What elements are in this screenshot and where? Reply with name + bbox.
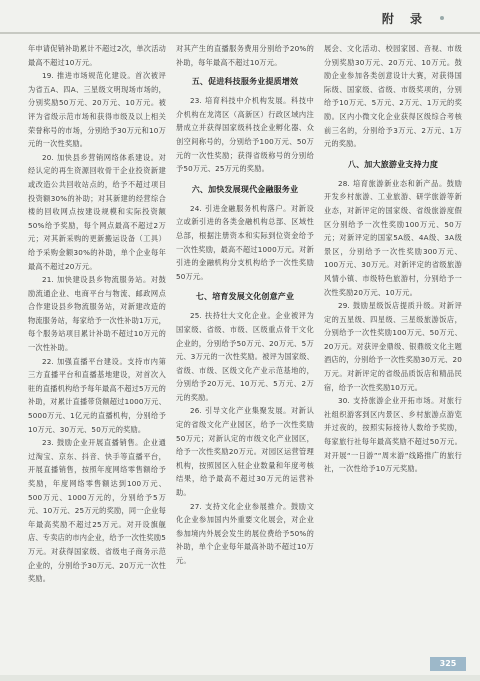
paragraph: 23. 鼓励企业开展直播销售。企业通过淘宝、京东、抖音、快手等直播平台，开展直播销售，按照年度网络零售额给予奖励，年度网络零售额达到100万元、500万元、1000万元的，分别给予5万元、10万元、25万元的奖励，同一企业每年最高奖励不超过25万元。对开设旗舰店、专卖店的市内企业，给予一次性奖励5万元。对获得国家级、省级电子商务示范企业的，分别给予30万元、20万元一次性奖励。 [28,438,166,584]
section-heading: 八、加大旅游业支持力度 [347,159,439,169]
text-columns [28,42,462,647]
section-heading: 六、加快发展现代金融服务业 [191,184,299,194]
header-title: 附 录 [381,12,428,26]
paragraph: 26. 引导文化产业集聚发展。对新认定的省级文化产业园区，给予一次性奖励50万元；对新认定的市级文化产业园区，给予一次性奖励20万元。对园区运营管理机构，按照园区入驻企业数量和年度考核结果，给予最高不超过30万元的运营补助。 [176,406,314,498]
paragraph: 25. 扶持壮大文化企业。企业被评为国家级、省级、市级、区级重点骨干文化企业的，分别给予50万元、20万元、5万元、3万元的一次性奖励。被评为国家级、省级、市级、区级文化产业示范基地的，分别给予20万元、10万元、5万元、2万元的奖励。 [176,311,314,402]
section-heading: 七、培育发展文化创意产业 [195,292,295,302]
paragraph: 19. 推进市场规范化建设。首次被评为省五A、四A、三星级文明现场市场的，分别奖励50万元、20万元、10万元。被评为省级示范市场和获得市级及以上相关荣誉称号的市场，分别给予30万元和10万元的一次性奖励。 [28,71,166,149]
paragraph: 展会、文化活动、校园家园、音视、市级分别奖励30万元、20万元、10万元。鼓励企业参加各类创意设计大赛，对获得国际级、国家级、省级、市级奖项的，分别给予10万元、5万元、2万元、1万元的奖励。区内小微文化企业获得区级综合考核前三名的，分别给予3万元、2万元、1万元的奖励。 [324,44,462,149]
paragraph: 对其产生的直播服务费用分别给予20%的补助，每年最高不超过10万元。 [176,44,314,67]
paragraph: 27. 支持文化企业参展推介。鼓励文化企业参加国内外重要文化展会，对企业参加境内外展会发生的展位费给予50%的补助，单个企业每年最高补助不超过10万元。 [176,501,314,565]
column-3 [324,42,462,647]
subsection-heading: 五、促进科技服务业提质增效 [191,77,299,87]
paragraph: 30. 支持旅游企业开拓市场。对旅行社组织游客到区内景区、乡村旅游点游览并过夜的，按照实际接待人数给予奖励，每家旅行社每年最高奖励不超过50万元。对开展“一日游”“周末游”线路推广的旅行社，一次性给予10万元奖励。 [324,396,462,474]
paragraph: 20. 加快县乡营销网络体系建设。对经认定的再生资源回收骨干企业投资新建或改造公共回收站点的，给予不超过项目投资额30%的补助；对其新建的经营综合楼的回收网点按建设规模和实际投资额50%给予奖励，每个网点最高不超过2万元；对其新采购的更新搬运设备（工具）给予采购金额30%的补助，单个企业每年最高不超过20万元。 [28,152,166,271]
page-header [0,0,480,34]
bottom-strip [0,675,480,681]
paragraph: 22. 加强直播平台建设。支持市内第三方直播平台和直播基地建设，对首次入驻的直播机构给予每年最高不超过5万元的补助，对累计直播带货额超过1000万元、5000万元、1亿元的直播机构，分别给予10万元、30万元、50万元的奖励。 [28,356,166,434]
column-2 [176,42,314,647]
paragraph: 年申请促销补助累计不超过2次，单次活动最高不超过10万元。 [28,44,166,67]
paragraph: 28. 培育旅游新业态和新产品。鼓励开发乡村旅游、工业旅游、研学旅游等新业态，对新评定的国家级、省级旅游度假区分别给予一次性奖励100万元、50万元；对新评定的国家5A级、4A级、3A级景区，分别给予一次性奖励300万元、100万元、30万元。对新评定的省级旅游风情小镇、市级特色旅游村，分别给予一次性奖励20万元、10万元。 [324,178,462,297]
column-1 [28,42,166,647]
header-rule [0,32,480,34]
paragraph: 23. 培育科技中介机构发展。科技中介机构在龙湾区（高新区）行政区域内注册成立并获得国家级科技企业孵化器、众创空间称号的，分别给予100万元、50万元的一次性奖励；获得省级称号的分别给予50万元、25万元的奖励。 [176,96,314,174]
paragraph: 24. 引进金融服务机构落户。对新设立或新引进的各类金融机构总部、区域性总部，根据注册资本和实际到位资金给予一次性奖励，最高不超过1000万元。对新引进的金融机构分支机构给予一次性奖励50万元。 [176,203,314,281]
paragraph: 21. 加快建设县乡物流服务站。对鼓励流通企业、电商平台与物流、邮政网点合作建设县乡物流服务站，对新建改造的物流服务站，每家给予一次性补助1万元，每个服务站项目累计补助不超过10万元的一次性补助。 [28,275,166,353]
header-ornament [440,16,444,20]
paragraph: 29. 鼓励星级饭店提质升级。对新评定的五星级、四星级、三星级旅游饭店，分别给予一次性奖励100万元、50万元、20万元。对获评金鼎级、银鼎级文化主题酒店的，分别给予一次性奖励30万元、20万元。对新评定的省级品质饭店和精品民宿，给予一次性奖励10万元。 [324,301,462,392]
page-number: 325 [430,657,466,671]
